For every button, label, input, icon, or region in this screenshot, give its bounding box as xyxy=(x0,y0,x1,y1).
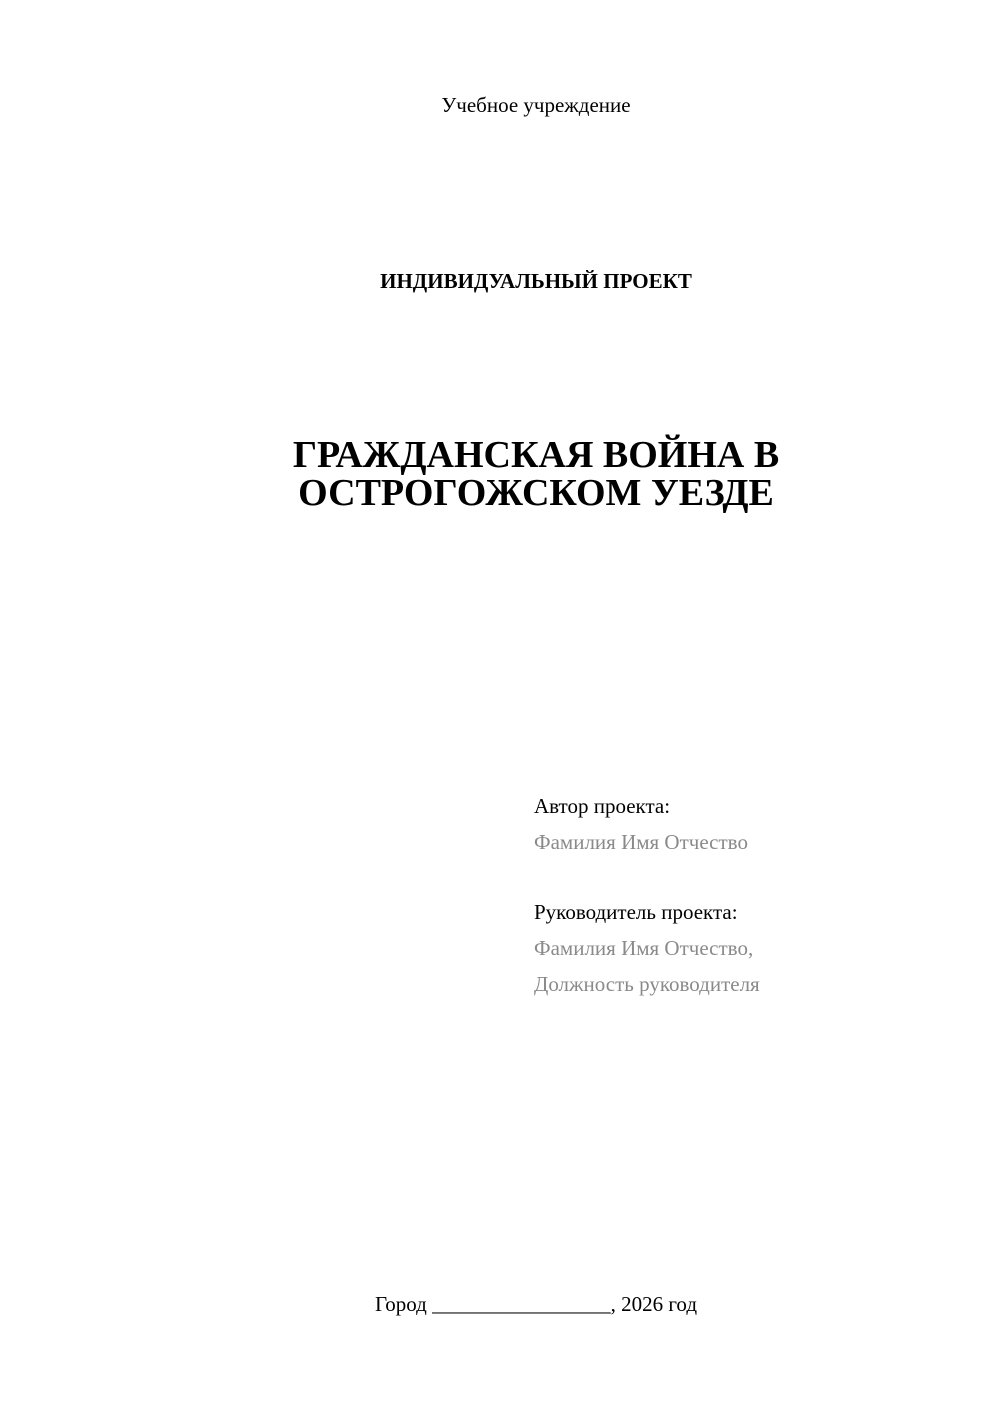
project-title xyxy=(0,436,1000,512)
project-participants xyxy=(534,788,974,1002)
project-title-line-1: ГРАЖДАНСКАЯ ВОЙНА В xyxy=(292,434,780,476)
city-year-line: Город _________________, 2026 год xyxy=(374,1292,698,1316)
author-name: Фамилия Имя Отчество xyxy=(534,830,748,854)
supervisor-name: Фамилия Имя Отчество, xyxy=(534,936,754,960)
author-label: Автор проекта: xyxy=(534,794,671,818)
institution-name: Учебное учреждение xyxy=(441,93,631,117)
document-type-heading: ИНДИВИДУАЛЬНЫЙ ПРОЕКТ xyxy=(380,269,692,293)
participants-spacer xyxy=(534,860,974,894)
supervisor-position: Должность руководителя xyxy=(534,972,760,996)
project-title-line-2: ОСТРОГОЖСКОМ УЕЗДЕ xyxy=(298,472,774,514)
supervisor-label: Руководитель проекта: xyxy=(534,900,738,924)
